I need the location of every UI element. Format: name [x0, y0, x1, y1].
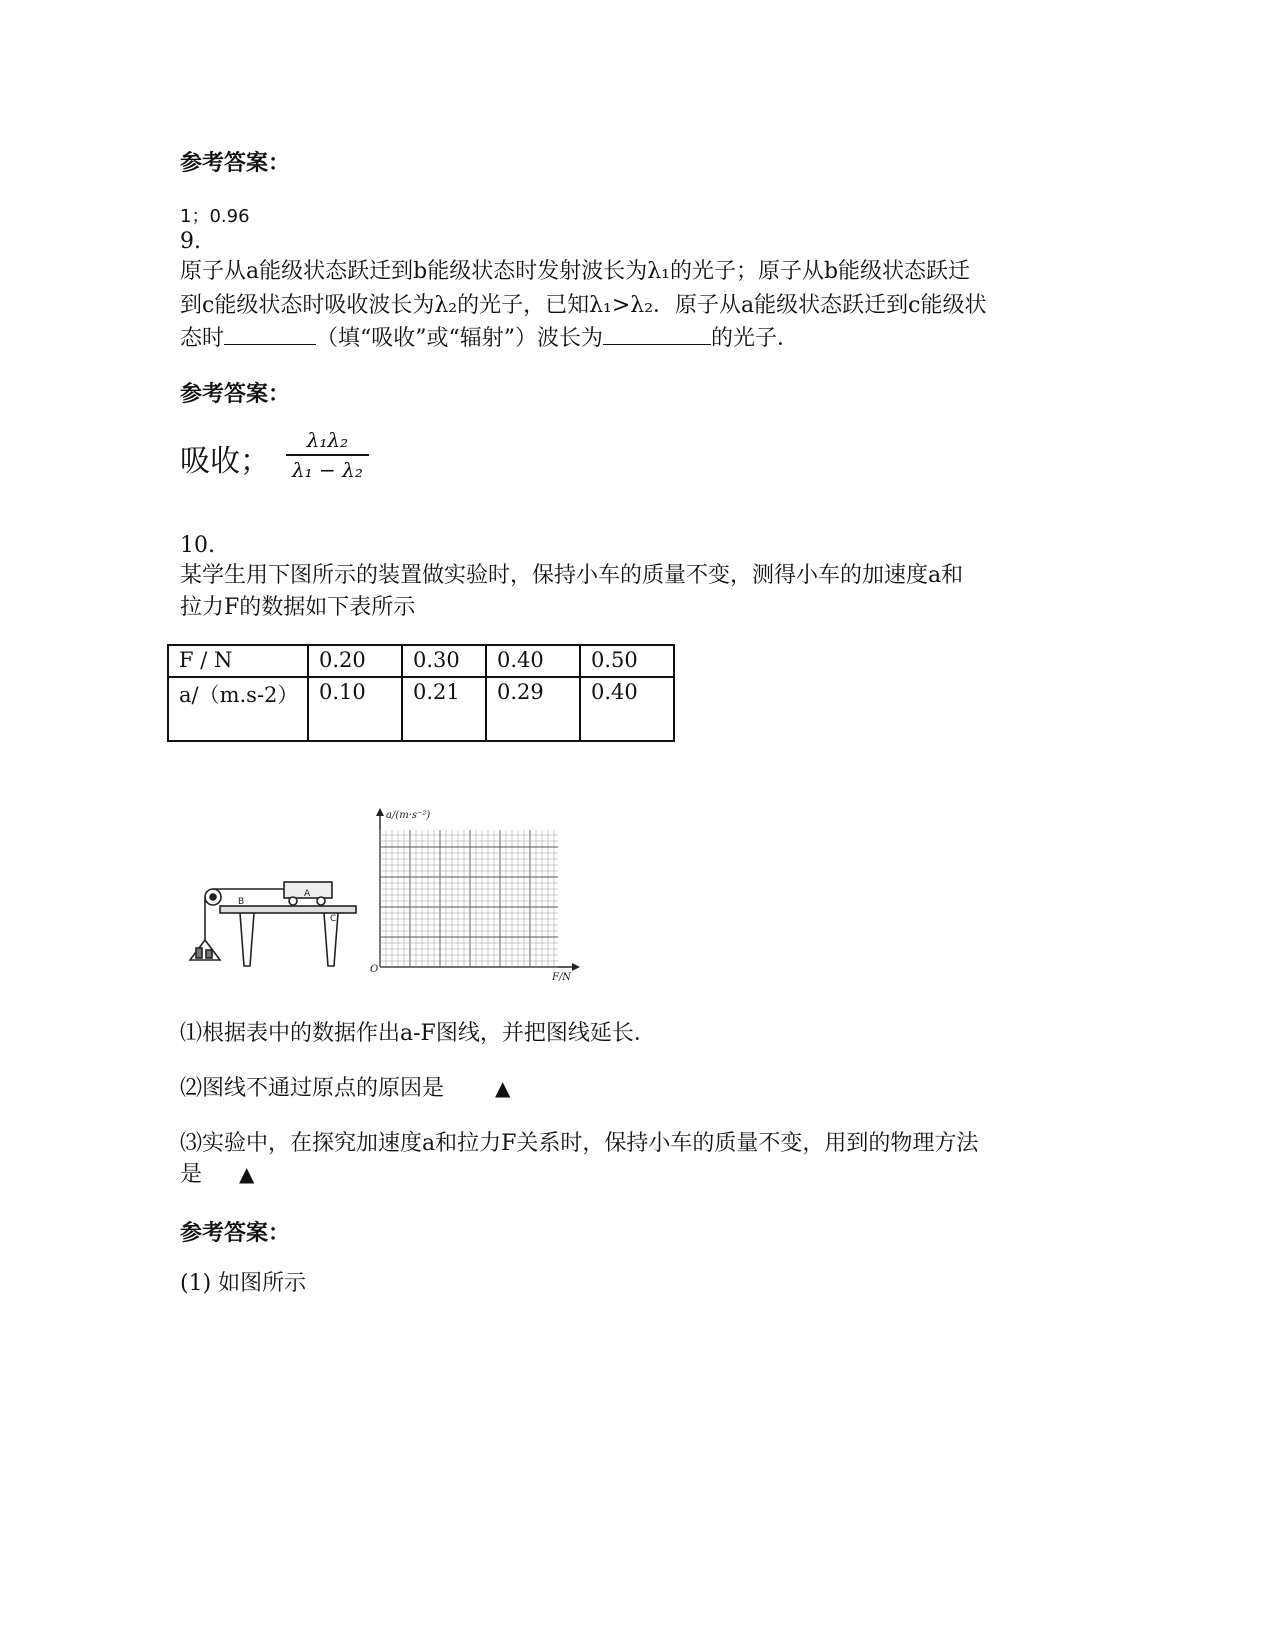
label-C: C	[330, 914, 337, 924]
table-cell: F / N	[168, 645, 308, 677]
q10-sub3-text: 是	[180, 1162, 203, 1187]
q9-line1: 原子从a能级状态跃迁到b能级状态时发射波长为λ₁的光子；原子从b能级状态跃迁	[180, 259, 971, 284]
q10-sub3-line1: ⑶实验中，在探究加速度a和拉力F关系时，保持小车的质量不变，用到的物理方法	[180, 1131, 979, 1156]
q9-line3-c: 的光子．	[711, 326, 800, 351]
q9-line2: 到c能级状态时吸收波长为λ₂的光子，已知λ₁>λ₂．原子从a能级状态跃迁到c能级状	[180, 293, 987, 318]
grid-lines	[380, 830, 558, 967]
table-row	[168, 677, 674, 741]
q9-blank-2[interactable]	[603, 322, 711, 345]
q10-number: 10.	[180, 533, 215, 558]
y-axis-arrow	[376, 808, 384, 816]
x-axis-arrow	[572, 963, 580, 971]
table-cell: a/（m.s-2）	[168, 677, 308, 741]
answer-heading-q8: 参考答案：	[180, 151, 291, 176]
q8-answer: 1；0.96	[180, 206, 250, 227]
q10-sub1: ⑴根据表中的数据作出a-F图线，并把图线延长．	[180, 1021, 656, 1046]
label-A: A	[304, 889, 311, 899]
origin-label: O	[370, 964, 379, 975]
apparatus-drawing	[190, 882, 356, 966]
table-cell: 0.40	[486, 645, 580, 677]
x-axis-label: F/N	[552, 972, 572, 983]
answer-triangle[interactable]: ▲	[239, 1162, 255, 1186]
q9-line3-b: （填“吸收”或“辐射”）波长为	[316, 326, 604, 351]
q10-sub2	[180, 1072, 510, 1105]
q10-line1: 某学生用下图所示的装置做实验时，保持小车的质量不变，测得小车的加速度a和	[180, 563, 964, 588]
q9-line3	[180, 322, 799, 355]
y-axis-label: a/(m·s⁻²)	[386, 810, 431, 821]
table-cell: 0.29	[486, 677, 580, 741]
q10-line2: 拉力F的数据如下表所示	[180, 595, 416, 620]
q9-number: 9.	[180, 229, 201, 254]
q10-answer1: (1) 如图所示	[180, 1271, 307, 1296]
table-cell: 0.50	[580, 645, 674, 677]
answer-heading-q10: 参考答案：	[180, 1221, 291, 1246]
q10-sub2-text: ⑵图线不通过原点的原因是	[180, 1076, 445, 1101]
table-cell: 0.10	[308, 677, 402, 741]
experiment-figure	[180, 800, 600, 985]
fraction-denominator: λ₁ − λ₂	[292, 458, 363, 482]
label-B: B	[238, 897, 245, 907]
q9-answer-text: 吸收；	[180, 444, 270, 479]
fraction-numerator: λ₁λ₂	[286, 428, 369, 456]
q9-blank-1[interactable]	[224, 322, 316, 345]
answer-triangle[interactable]: ▲	[495, 1076, 511, 1100]
q10-sub3-line2	[180, 1158, 254, 1191]
table-cell: 0.40	[580, 677, 674, 741]
q9-answer	[180, 428, 369, 482]
answer-heading-q9: 参考答案：	[180, 382, 291, 407]
table-cell: 0.30	[402, 645, 486, 677]
q9-line3-a: 态时	[180, 326, 225, 351]
table-cell: 0.21	[402, 677, 486, 741]
data-table	[167, 644, 675, 742]
table-row	[168, 645, 674, 677]
q9-answer-fraction	[286, 428, 369, 482]
table-cell: 0.20	[308, 645, 402, 677]
